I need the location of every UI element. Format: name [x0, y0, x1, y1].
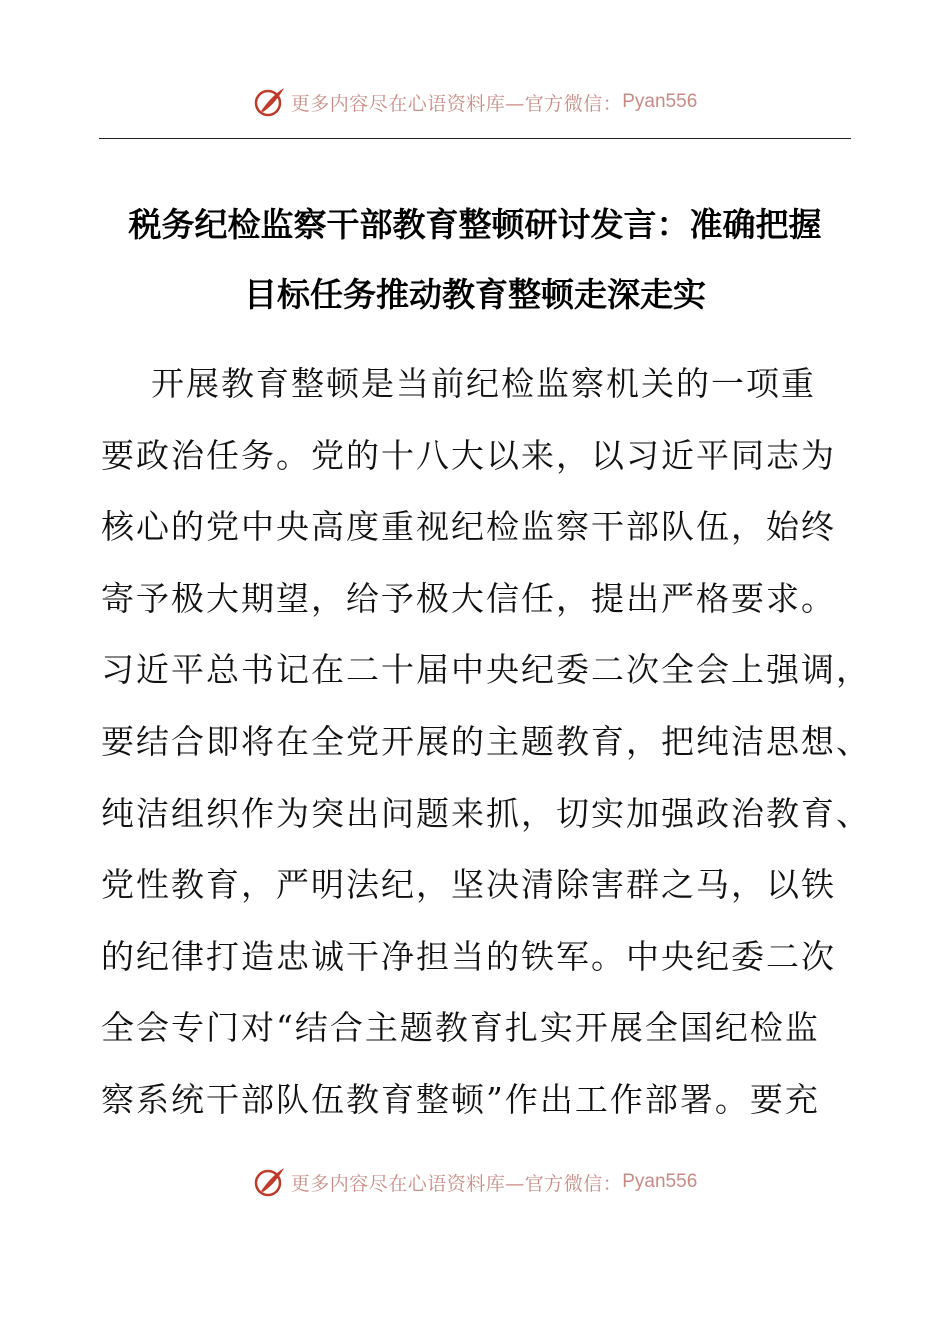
body-line: 纯洁组织作为突出问题来抓，切实加强政治教育、	[101, 793, 871, 833]
document-title	[99, 190, 851, 330]
header-banner	[0, 82, 950, 122]
body-line: 全会专门对“结合主题教育扎实开展全国纪检监	[101, 1008, 820, 1048]
quill-pen-logo-icon	[253, 1165, 287, 1199]
body-line: 党性教育，严明法纪，坚决清除害群之马，以铁	[101, 865, 836, 905]
body-line: 要政治任务。党的十八大以来，以习近平同志为	[101, 435, 836, 475]
body-line: 习近平总书记在二十届中央纪委二次全会上强调，	[101, 650, 871, 690]
document-body	[101, 348, 871, 1136]
body-line: 的纪律打造忠诚干净担当的铁军。中央纪委二次	[101, 936, 836, 976]
footer-banner-text: 更多内容尽在心语资料库—官方微信：	[290, 1172, 623, 1195]
quill-pen-logo-icon	[253, 85, 287, 119]
title-line: 目标任务推动教育整顿走深走实	[244, 275, 706, 314]
title-line: 税务纪检监察干部教育整顿研讨发言：准确把握	[128, 205, 822, 244]
header-banner-text: 更多内容尽在心语资料库—官方微信：	[290, 92, 623, 115]
body-line: 核心的党中央高度重视纪检监察干部队伍，始终	[101, 507, 836, 547]
body-line: 察系统干部队伍教育整顿”作出工作部署。要充	[101, 1079, 820, 1119]
header-divider	[99, 138, 851, 139]
footer-banner	[0, 1162, 950, 1202]
body-line: 寄予极大期望，给予极大信任，提出严格要求。	[101, 578, 836, 618]
body-line: 要结合即将在全党开展的主题教育，把纯洁思想、	[101, 721, 871, 761]
body-line: 开展教育整顿是当前纪检监察机关的一项重	[151, 364, 816, 403]
header-banner-wechat-id: Pyan556	[622, 91, 698, 112]
footer-banner-wechat-id: Pyan556	[622, 1171, 698, 1192]
